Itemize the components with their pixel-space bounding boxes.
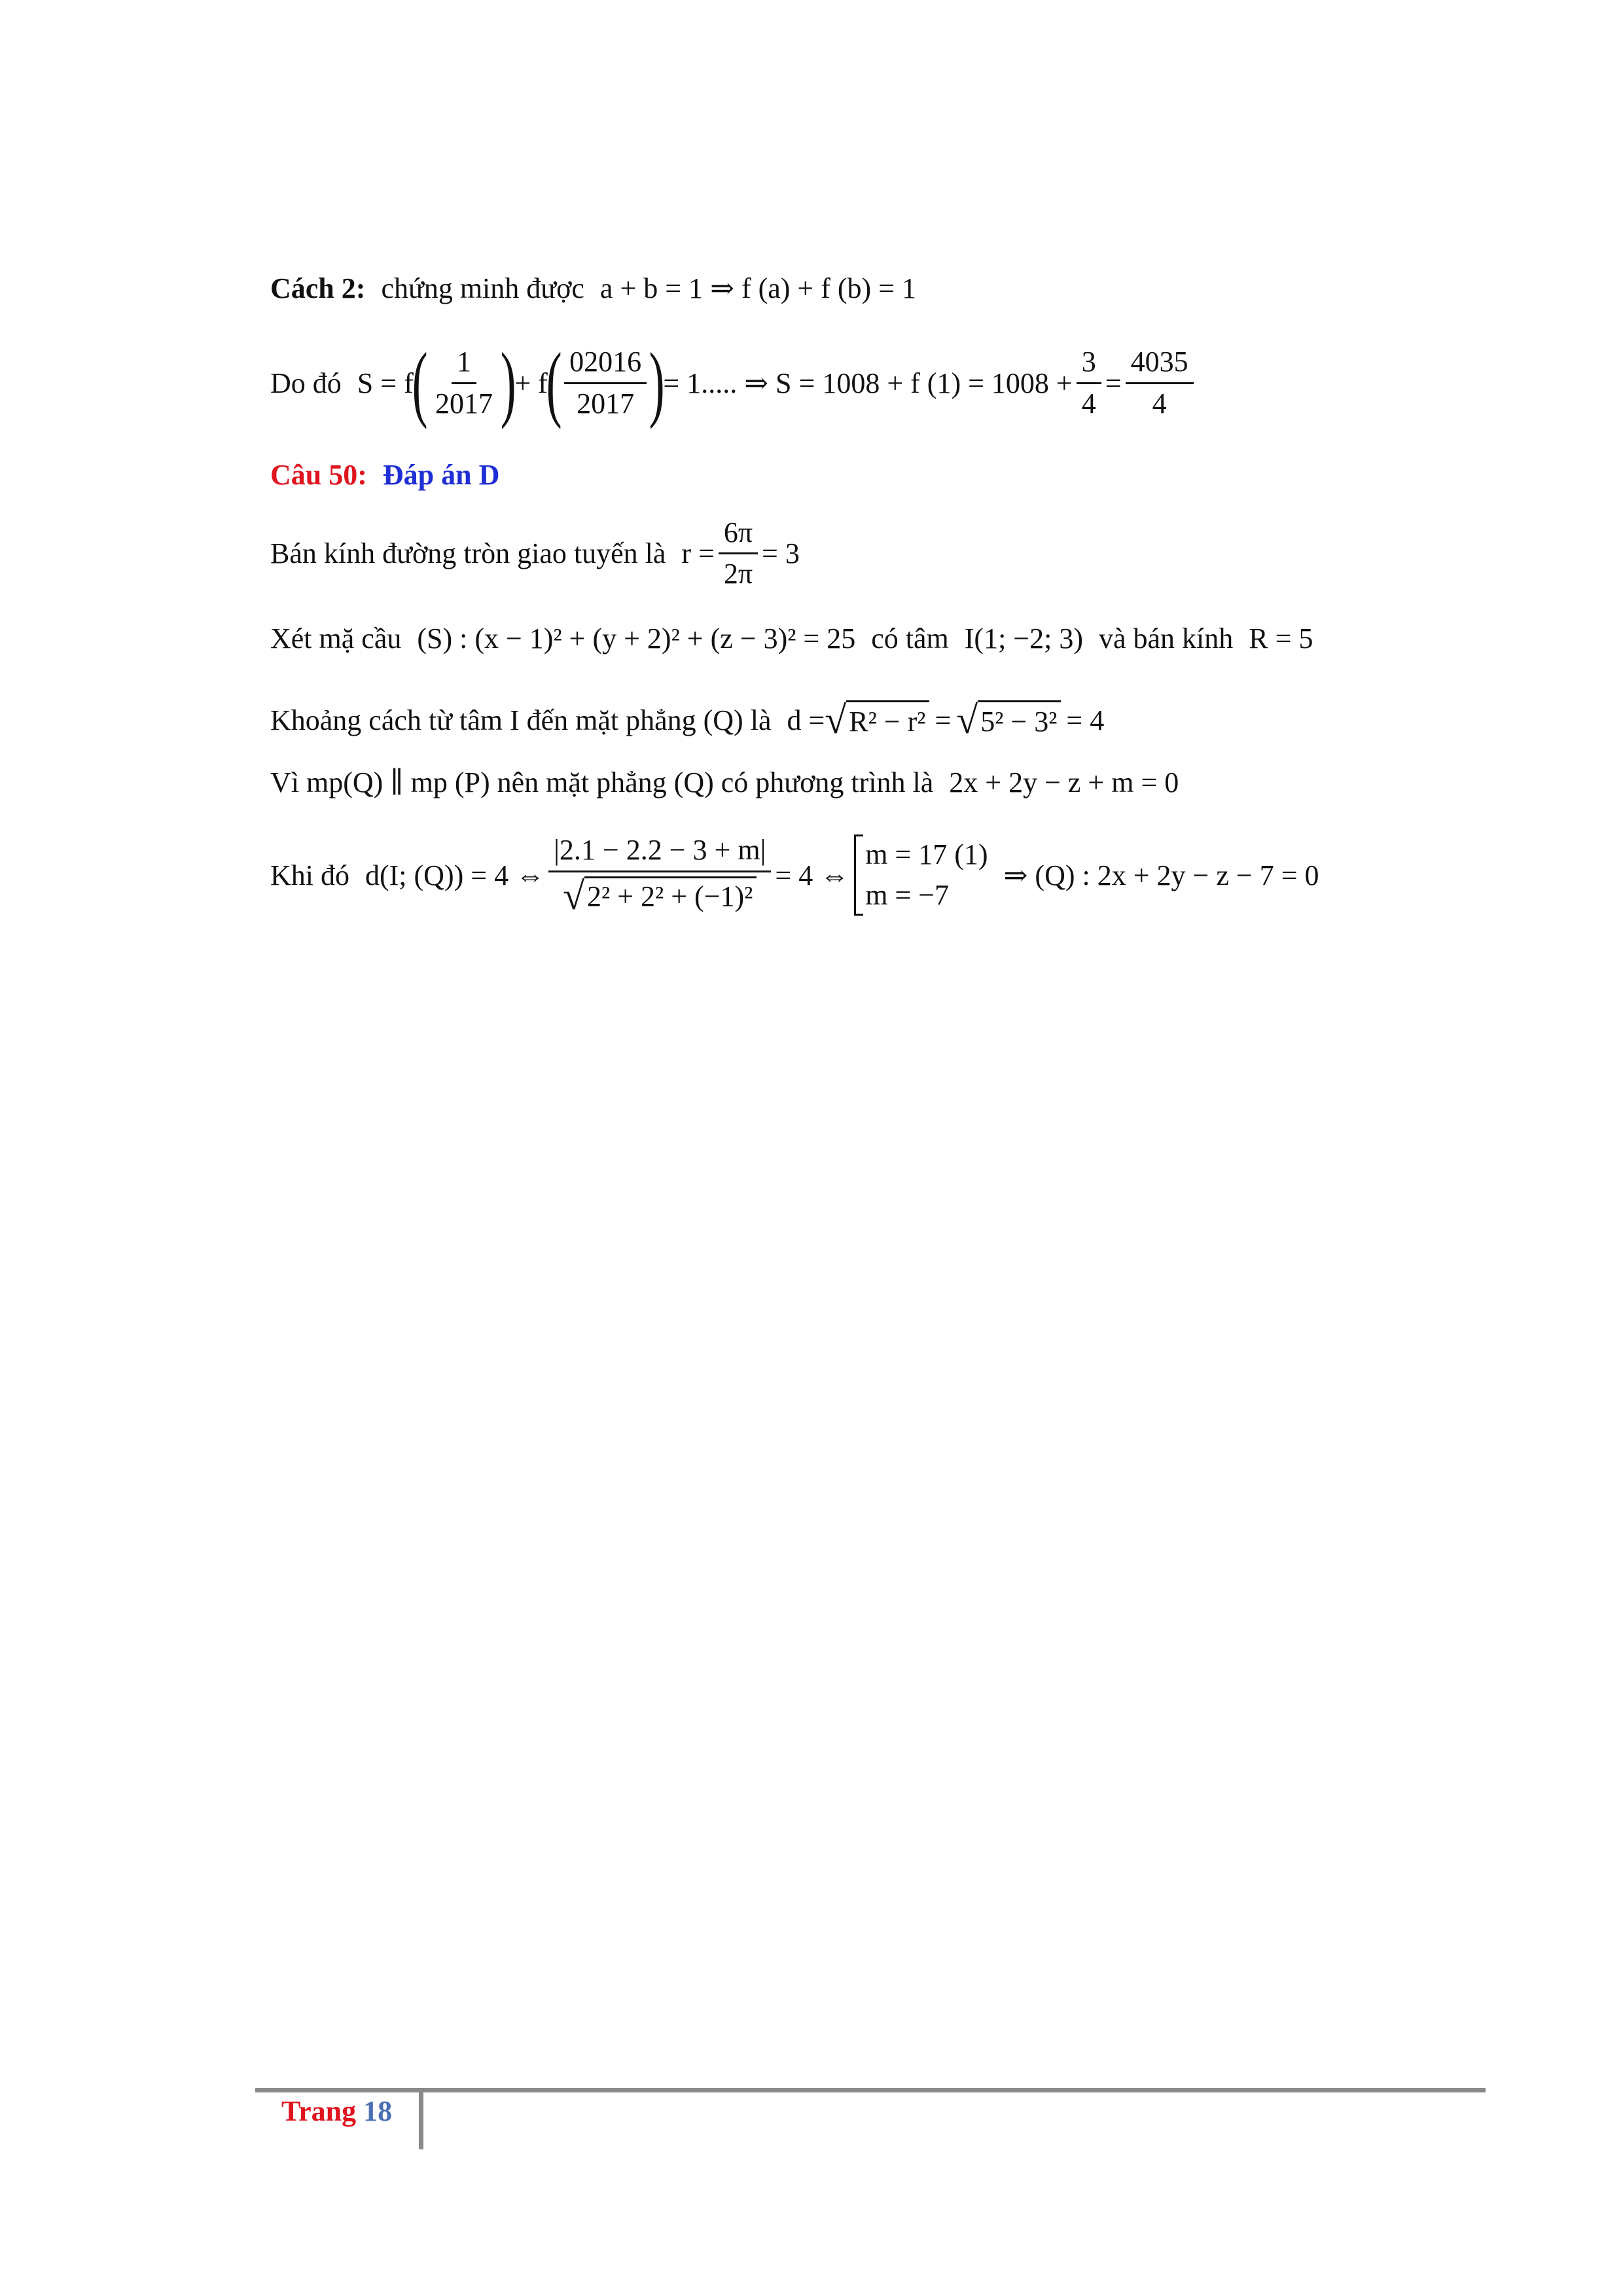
- cach2-text: chứng minh được: [381, 272, 584, 304]
- fraction-4035-over-4: [1126, 346, 1194, 420]
- dodo-plus-f: + f: [514, 367, 548, 399]
- case-bracket: [854, 834, 988, 916]
- answer-label: Đáp án D: [382, 459, 500, 491]
- sphere-center: I(1; −2; 3): [964, 622, 1083, 655]
- radius-rhs: = 3: [762, 537, 800, 570]
- radius-den: 2π: [723, 558, 753, 590]
- dodo-tail: = 1..... ⇒ S = 1008 + f (1) = 1008 +: [663, 367, 1073, 399]
- final-den: 2² + 2² + (−1)²: [584, 876, 757, 916]
- radius-num: 6π: [719, 517, 758, 554]
- sqrt-5sq-minus-3sq: √ 5² − 3²: [956, 700, 1061, 740]
- dodo-prefix: Do đó: [270, 367, 342, 399]
- line-cach2: [270, 272, 916, 305]
- footer-divider: [419, 2092, 423, 2149]
- fraction-1-over-2017: [430, 346, 498, 420]
- fraction-distance: [548, 834, 771, 916]
- sphere-text1: Xét mặ cầu: [270, 622, 402, 655]
- case-1: m = 17 (1): [865, 838, 988, 870]
- plane-equation: 2x + 2y − z + m = 0: [949, 766, 1179, 798]
- line-distance: [270, 700, 1104, 740]
- question-label: Câu 50:: [270, 459, 367, 491]
- frac3-num: 3: [1077, 346, 1101, 384]
- cach2-math: a + b = 1 ⇒ f (a) + f (b) = 1: [599, 272, 917, 304]
- sqrt-r2-minus-r2: √ R² − r²: [825, 700, 929, 740]
- footer-label: Trang: [281, 2095, 357, 2127]
- dodo-s-eq: S = f: [357, 367, 414, 399]
- page-footer: [281, 2094, 392, 2128]
- sqrt-denominator: √ 2² + 2² + (−1)²: [563, 876, 757, 916]
- sphere-equation: (S) : (x − 1)² + (y + 2)² + (z − 3)² = 25: [417, 622, 856, 655]
- cach2-label: Cách 2:: [270, 272, 366, 304]
- line-radius: [270, 517, 800, 590]
- frac2-den: 2017: [577, 387, 635, 420]
- frac3-den: 4: [1081, 387, 1096, 420]
- sqrt1-radicand: R² − r²: [846, 700, 929, 740]
- line-sphere: [270, 622, 1313, 655]
- fraction-6pi-over-2pi: [719, 517, 758, 590]
- parallel-text: Vì mp(Q) ∥ mp (P) nên mặt phẳng (Q) có phương trình là: [270, 766, 934, 798]
- frac2-num: 02016: [564, 346, 647, 384]
- final-prefix: Khi đó: [270, 859, 349, 891]
- final-num: |2.1 − 2.2 − 3 + m|: [548, 834, 771, 872]
- frac4-den: 4: [1152, 387, 1167, 420]
- line-final: [270, 834, 1319, 916]
- fraction-02016-over-2017: [564, 346, 647, 420]
- frac4-num: 4035: [1126, 346, 1194, 384]
- page-number: 18: [363, 2095, 393, 2127]
- sphere-text3: và bán kính: [1099, 622, 1234, 655]
- sphere-text2: có tâm: [871, 622, 949, 655]
- sphere-radius: R = 5: [1249, 622, 1313, 655]
- sqrt2-radicand: 5² − 3²: [978, 700, 1061, 740]
- radius-lhs: r =: [681, 537, 715, 570]
- radius-text: Bán kính đường tròn giao tuyến là: [270, 537, 666, 570]
- question-heading: [270, 458, 499, 492]
- distance-text: Khoảng cách từ tâm I đến mặt phẳng (Q) là: [270, 704, 772, 736]
- footer-rule: [255, 2088, 1486, 2092]
- frac1-num: 1: [452, 346, 476, 384]
- frac1-den: 2017: [435, 387, 493, 420]
- final-den-wrap: [558, 872, 762, 916]
- case-2: m = −7: [865, 879, 950, 911]
- distance-rhs: = 4: [1066, 704, 1105, 736]
- line-parallel: [270, 766, 1179, 799]
- distance-lhs: d =: [787, 704, 825, 736]
- dodo-eq: =: [1105, 367, 1122, 399]
- final-result: ⇒ (Q) : 2x + 2y − z − 7 = 0: [1003, 859, 1319, 891]
- fraction-3-over-4: [1077, 346, 1101, 420]
- final-lhs: d(I; (Q)) = 4 ⇔: [365, 859, 545, 891]
- distance-mid: =: [935, 704, 952, 736]
- final-mid: = 4 ⇔: [775, 859, 849, 891]
- line-do-do: Do đó S = f ( $\frac{1}{2017}$ ) + f ( $\frac{02016}{2017}$ ) = 1..... ⇒ S = 1008 + f (1) = 1008 + $\frac{3}{4}$ = $\frac{4035}{4}$: [270, 340, 1198, 425]
